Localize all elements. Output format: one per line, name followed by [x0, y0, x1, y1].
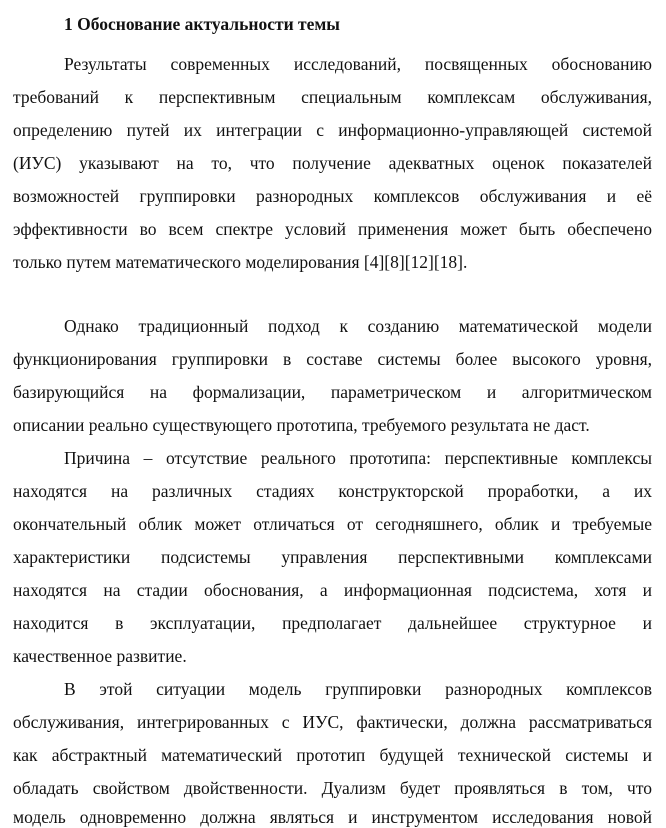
paragraph-line: качественное развитие. — [13, 646, 187, 666]
paragraph-line: окончательный облик может отличаться от сегодняшнего, облик и требуемые — [13, 514, 652, 534]
paragraph-line: определению путей их интеграции с информационно-управляющей системой — [13, 120, 652, 140]
paragraph-line: требований к перспективным специальным комплексам обслуживания, — [13, 87, 652, 107]
paragraph-line: находятся на различных стадиях конструкторской проработки, а их — [13, 481, 652, 501]
paragraph-line: обслуживания, интегрированных с ИУС, фактически, должна рассматриваться — [13, 712, 652, 732]
paragraph-line: как абстрактный математический прототип будущей технической системы и — [13, 745, 652, 765]
paragraph-line: Причина – отсутствие реального прототипа: перспективные комплексы — [64, 448, 652, 468]
paragraph-line: эффективности во всем спектре условий применения может быть обеспечено — [13, 219, 652, 239]
paragraph-line: Результаты современных исследований, посвященных обоснованию — [64, 54, 652, 74]
paragraph-line: (ИУС) указывают на то, что получение адекватных оценок показателей — [13, 153, 652, 173]
paragraph-line: находятся на стадии обоснования, а информационная подсистема, хотя и — [13, 580, 652, 600]
section-heading: 1 Обоснование актуальности темы — [64, 14, 340, 34]
paragraph-line: характеристики подсистемы управления перспективными комплексами — [13, 547, 652, 567]
paragraph-line: находится в эксплуатации, предполагает дальнейшее структурное и — [13, 613, 652, 633]
paragraph-line: В этой ситуации модель группировки разнородных комплексов — [64, 679, 652, 699]
paragraph-line: возможностей группировки разнородных комплексов обслуживания и её — [13, 186, 652, 206]
paragraph-line: модель одновременно должна являться и инструментом исследования новой — [13, 807, 652, 827]
paragraph-line: функционирования группировки в составе системы более высокого уровня, — [13, 349, 652, 369]
paragraph-line: описании реально существующего прототипа, требуемого результата не даст. — [13, 415, 590, 435]
paragraph-line: базирующийся на формализации, параметрическом и алгоритмическом — [13, 382, 652, 402]
paragraph-line: только путем математического моделирования [4][8][12][18]. — [13, 252, 468, 272]
paragraph-line: Однако традиционный подход к созданию математической модели — [64, 316, 652, 336]
paragraph-line: обладать свойством двойственности. Дуализм будет проявляться в том, что — [13, 778, 652, 798]
